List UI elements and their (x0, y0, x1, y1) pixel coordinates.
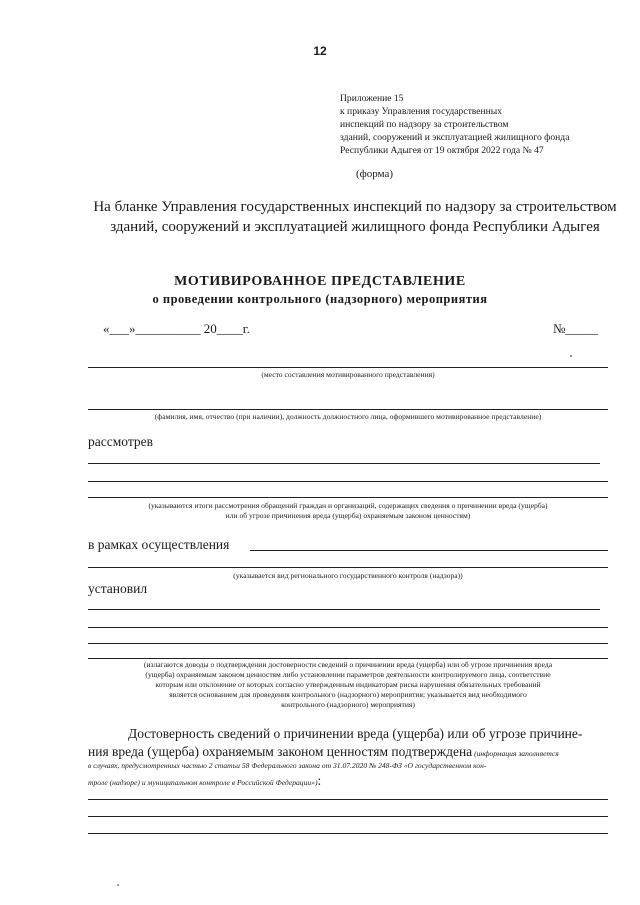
appendix-line: к приказу Управления государственных (340, 106, 503, 117)
appendix-line: Республики Адыгея от 19 октября 2022 года № 47 (340, 145, 544, 156)
document-title: МОТИВИРОВАННОЕ ПРЕДСТАВЛЕНИЕ (174, 274, 466, 289)
control-line (88, 567, 608, 568)
reliability-line-a (88, 799, 608, 800)
reliability-colon: : (317, 773, 322, 788)
appendix-line: инспекций по надзору за строительством (340, 119, 509, 130)
established-caption-line: является основанием для проведения контрольного (надзорного) мероприятия; указывается вид необходимого (169, 690, 527, 699)
established-caption-line: которым или отклонение от которых согласно утвержденным индикаторам риска нарушения обязательных требований (155, 680, 541, 689)
appendix-line: зданий, сооружений и эксплуатацией жилищного фонда (340, 132, 570, 143)
scan-speck (117, 884, 119, 886)
established-line-1 (88, 609, 600, 610)
reliability-line-4 (88, 775, 608, 788)
reviewed-label: рассмотрев (88, 434, 154, 449)
reliability-line-c (88, 833, 608, 834)
appendix-block (340, 92, 569, 157)
reliability-main: ния вреда (ущерба) охраняемым законом ценностям подтверждена (88, 744, 473, 759)
established-caption (88, 660, 608, 710)
number-field: №_____ (553, 321, 598, 336)
within-label: в рамках осуществления (88, 537, 230, 552)
reliability-line-b (88, 816, 608, 817)
reliability-line-3: в случаях, предусмотренных частью 2 статьи 58 Федерального закона от 31.07.2020 № 248-ФЗ «О государственном кон- (88, 761, 487, 770)
reviewed-line-3 (88, 497, 608, 498)
scan-speck (570, 355, 572, 357)
place-line (88, 367, 608, 368)
established-line-2 (88, 627, 608, 628)
control-caption: (указывается вид регионального государственного контроля (надзора)) (233, 571, 463, 580)
review-caption (88, 501, 608, 521)
reliability-law: троле (надзоре) и муниципальном контроле в Российской Федерации») (88, 778, 318, 787)
page-number: 12 (313, 44, 327, 58)
letterhead-line: На бланке Управления государственных инспекций по надзору за строительством (93, 199, 617, 215)
person-line (88, 409, 608, 410)
reliability-line-1: Достоверность сведений о причинении вреда (ущерба) или об угрозе причине- (128, 726, 583, 741)
within-line (250, 550, 608, 551)
place-caption: (место составления мотивированного представления) (261, 370, 435, 379)
letterhead-line: зданий, сооружений и эксплуатацией жилищного фонда Республики Адыгея (110, 219, 600, 235)
reliability-note: (информация заполняется (472, 749, 559, 758)
reviewed-line-1 (88, 463, 600, 464)
date-field: «___»__________ 20____г. (103, 321, 250, 336)
review-caption-line: (указываются итоги рассмотрения обращений граждан и организаций, содержащих сведения о причинении вреда (ущерба) (148, 501, 548, 510)
form-label: (форма) (356, 168, 394, 180)
appendix-line: Приложение 15 (340, 93, 404, 104)
letterhead (60, 197, 640, 237)
established-caption-line: (ущерба) охраняемым законом ценностям либо установлении параметров деятельности контролируемого лица, соответствие (145, 670, 551, 679)
reviewed-line-2 (88, 481, 608, 482)
person-caption: (фамилия, имя, отчество (при наличии), должность должностного лица, оформившего мотивированное представление) (154, 412, 542, 421)
review-caption-line: или об угрозе причинения вреда (ущерба) охраняемым законом ценностям) (225, 511, 471, 520)
established-label: установил (88, 581, 148, 596)
established-caption-line: (излагаются доводы о подтверждении достоверности сведений о причинении вреда (ущерба) или об угрозе причинения вреда (143, 660, 553, 669)
document-subtitle: о проведении контрольного (надзорного) мероприятия (152, 292, 488, 306)
established-line-3 (88, 643, 608, 644)
established-caption-line: контрольного (надзорного) мероприятия) (281, 700, 415, 709)
established-line-4 (88, 658, 608, 659)
